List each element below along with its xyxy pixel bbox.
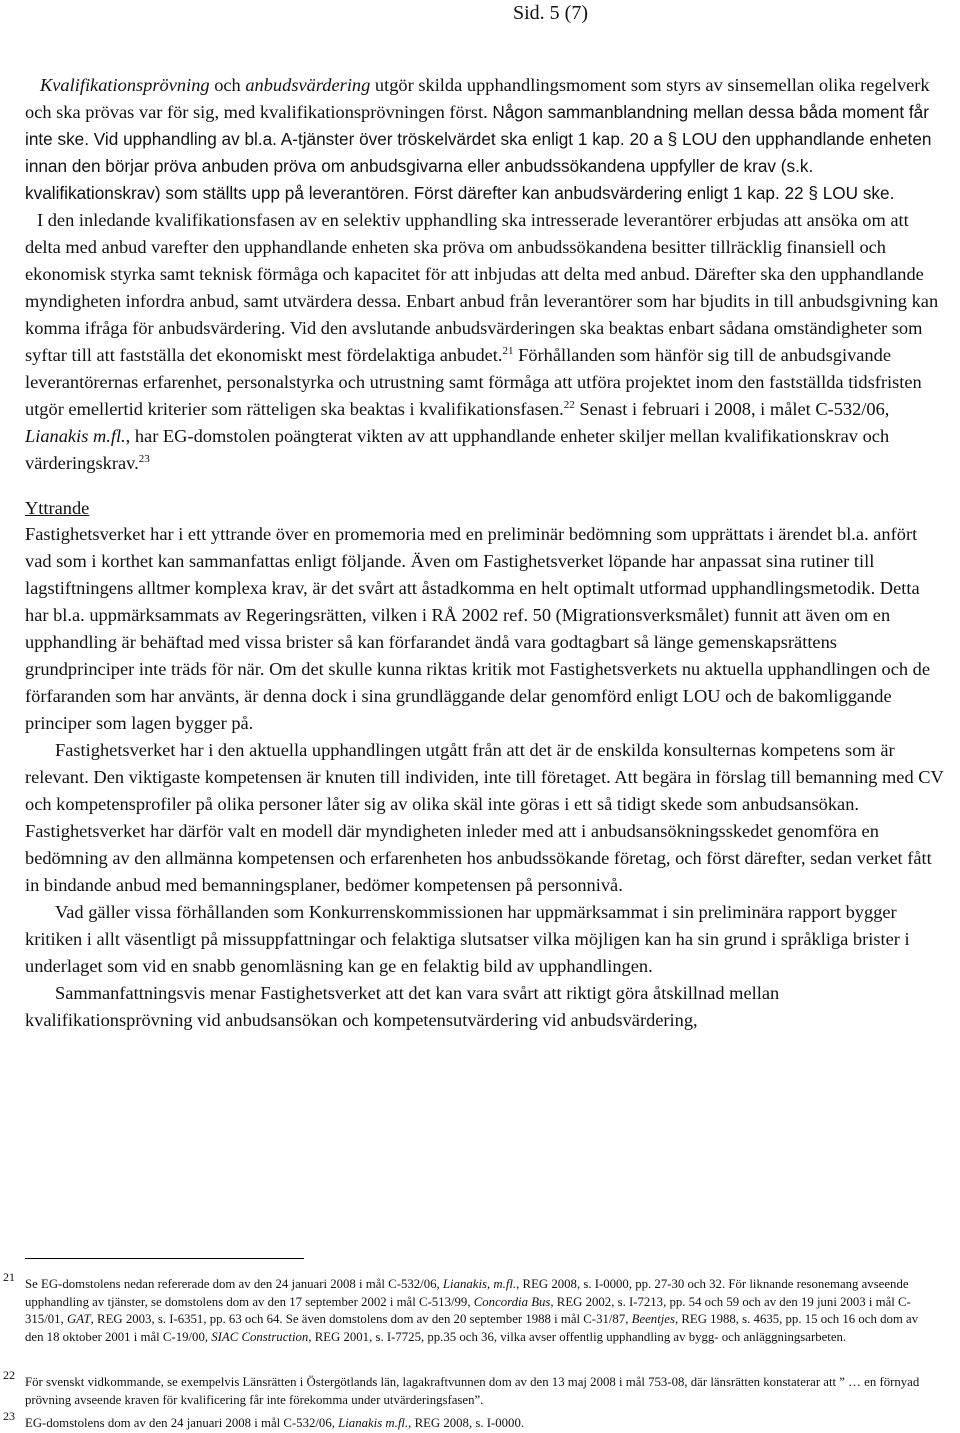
footnote-ref-22[interactable]: 22	[563, 399, 575, 411]
text-run: , REG 2001, s. I-7725, pp.35 och 36, vilka avser offentlig upphandling av bygg- och anläggningsarbeten.	[308, 1329, 847, 1344]
page-number: Sid. 5 (7)	[513, 2, 588, 24]
section-heading-yttrande: Yttrande	[25, 498, 90, 518]
footnote-22	[0, 1368, 960, 1409]
footnote-text: För svenskt vidkommande, se exempelvis Länsrätten i Östergötlands län, lagakraftvunnen dom av den 13 maj 2008 i mål 753-08, där länsrätten konstaterar att ” … en förnyad prövning avseende kraven för kvalificering får inte förekomma under utvärderingsfasen”.	[25, 1375, 920, 1407]
paragraph-statement: Fastighetsverket har i ett yttrande över en promemoria med en preliminär bedömning som upprättats i ärendet bl.a. anfört vad som i korthet kan sammanfattas enligt följande. Även om Fastighetsverket löpande har anpassat sina rutiner till lagstiftningens alltmer komplexa krav, är det svårt att åstadkomma en helt optimalt utformad upphandlingsmetodik. Detta har bl.a. uppmärksammats av Regeringsrätten, vilken i RÅ 2002 ref. 50 (Migrationsverksmålet) funnit att även om en upphandling är behäftad med vissa brister så kan förfarandet ändå vara godtagbart så länge gemenskapsrättens grundprinciper inte träds för när. Om det skulle kunna riktas kritik mot Fastighetsverkets nu aktuella upphandlingen och de förfaranden som har använts, är denna dock i sina grundläggande delar genomförd enligt LOU och de bakomliggande principer som lagen bygger på.	[25, 524, 931, 733]
italic-case-name: Lianakis m.fl.	[25, 426, 126, 446]
paragraph-selective-procurement	[25, 207, 945, 477]
footnote-number: 22	[3, 1368, 15, 1382]
footnote-23	[0, 1409, 960, 1433]
italic-case-name: Concordia Bus	[473, 1294, 551, 1309]
italic-case-name: Lianakis, m.fl.	[442, 1277, 517, 1291]
text-run: Senast i februari i 2008, i målet C-532/06,	[574, 399, 890, 419]
paragraph-summary: Sammanfattningsvis menar Fastighetsverket att det kan vara svårt att riktigt göra åtskillnad mellan kvalifikationsprövning vid anbudsansökan och kompetensutvärdering vid anbudsvärdering,	[25, 983, 780, 1030]
italic-term: anbudsvärdering	[245, 75, 371, 95]
text-run: , har EG-domstolen poängterat vikten av att upphandlande enheter skiljer mellan kvalifikationskrav och värderingskrav.	[25, 426, 890, 473]
footnote-separator	[25, 1258, 304, 1259]
document-body	[25, 72, 945, 1034]
footnote-ref-23[interactable]: 23	[138, 453, 150, 465]
footnote-text	[25, 1415, 937, 1433]
sans-text-run: Någon sammanblandning mellan dessa båda moment får inte ske. Vid upphandling av bl.a. A-tjänster över tröskelvärdet ska enligt 1 kap. 20 a § LOU den upphandlande enheten innan den börjar pröva anbuden pröva om anbudsgivarna eller anbudssökandena uppfyller de krav (s.k. kvalifikationskrav) som ställts upp på leverantören. Först därefter kan anbudsvärdering enligt 1 kap. 22 § LOU ske.	[25, 102, 932, 203]
footnote-21	[0, 1270, 960, 1346]
text-run: , REG 2008, s. I-0000, pp. 27-30 och 32. För liknande resonemang avseende upphandling av tjänster, se domstolens dom av den 17 september 2002 i mål C-513/99,	[25, 1277, 909, 1309]
italic-case-name: SIAC Construction	[211, 1329, 309, 1344]
italic-term: Kvalifikationsprövning	[40, 75, 210, 95]
footnote-ref-21[interactable]: 21	[502, 345, 514, 357]
italic-case-name: Beentjes	[631, 1312, 675, 1326]
paragraph-qualification	[25, 72, 945, 207]
text-run: Se EG-domstolens nedan refererade dom av den 24 januari 2008 i mål C-532/06,	[25, 1277, 443, 1291]
text-run: , REG 2008, s. I-0000.	[408, 1416, 525, 1430]
paragraph-commission-report: Vad gäller vissa förhållanden som Konkurrenskommissionen har uppmärksammat i sin preliminära rapport bygger kritiken i allt väsentligt på missuppfattningar och felaktiga slutsatser vilka möjligen kan ha sin grund i språkliga brister i underlaget som vid en snabb genomläsning kan ge en felaktig bild av upphandlingen.	[25, 902, 910, 976]
italic-case-name: GAT	[66, 1312, 91, 1326]
text-run: EG-domstolens dom av den 24 januari 2008 i mål C-532/06,	[25, 1416, 339, 1430]
italic-case-name: Lianakis m.fl.	[338, 1416, 409, 1430]
text-run: utgör skilda upphandlingsmoment som styrs av sinsemellan olika regelverk och ska prövas var för sig, med kvalifikationsprövningen först.	[25, 75, 930, 122]
text-run: Förhållanden som hänför sig till de anbudsgivande leverantörernas erfarenhet, personalstyrka och utrustning samt förmåga att utföra projektet inom den fastställda tidsfristen utgör emellertid kriterier som rätteligen ska beaktas i kvalifikationsfasen.	[25, 345, 922, 419]
footnote-number: 21	[3, 1270, 15, 1284]
text-run: och	[209, 75, 246, 95]
text-run: , REG 2002, s. I-7213, pp. 54 och 59 och av den 19 juni 2003 i mål C-315/01,	[25, 1294, 911, 1326]
footnote-text	[25, 1276, 937, 1346]
text-run: I den inledande kvalifikationsfasen av en selektiv upphandling ska intresserade leverantörer erbjudas att ansöka om att delta med anbud varefter den upphandlande enheten ska pröva om anbudssökandena besitter tillräcklig finansiell och ekonomisk styrka samt teknisk förmåga och kapacitet för att inbjudas att delta med anbud. Därefter ska den upphandlande myndigheten infordra anbud, samt utvärdera dessa. Enbart anbud från leverantörer som har bjudits in till anbudsgivning kan komma ifråga för anbudsvärdering. Vid den avslutande anbudsvärderingen ska beaktas enbart sådana omständigheter som syftar till att fastställa det ekonomiskt mest fördelaktiga anbudet.	[25, 210, 939, 365]
footnote-number: 23	[3, 1409, 15, 1423]
paragraph-competence: Fastighetsverket har i den aktuella upphandlingen utgått från att det är de enskilda konsulternas kompetens som är relevant. Den viktigaste kompetensen är knuten till individen, inte till företaget. Att begära in förslag till bemanning med CV och kompetensprofiler på olika personer låter sig av olika skäl inte göras i ett så tidigt skede som anbudsansökan. Fastighetsverket har därför valt en modell där myndigheten inleder med att i anbudsansökningsskedet genomföra en bedömning av den allmänna kompetensen och erfarenheten hos anbudssökande företag, och först därefter, sedan verket fått in bindande anbud med bemanningsplaner, bedömer kompetensen på personnivå.	[25, 740, 944, 895]
text-run: , REG 2003, s. I-6351, pp. 63 och 64. Se även domstolens dom av den 20 september 1988 i mål C-31/87,	[90, 1312, 632, 1326]
text-run: , REG 1988, s. 4635, pp. 15 och 16 och dom av den 18 oktober 2001 i mål C-19/00,	[25, 1312, 919, 1344]
